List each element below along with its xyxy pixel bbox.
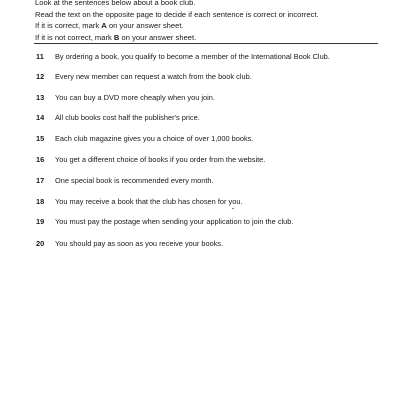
question-item [36, 217, 293, 226]
answer-b-letter: B [113, 32, 120, 42]
question-text: You get a different choice of books if you order from the website. [55, 155, 266, 164]
question-number: 14 [36, 113, 45, 122]
question-text: You may receive a book that the club has chosen for you. [55, 197, 243, 206]
question-item [36, 155, 265, 164]
question-text: By ordering a book, you qualify to become a member of the International Book Club. [55, 52, 330, 61]
instruction-line-4 [35, 32, 375, 44]
question-number: 13 [36, 93, 45, 102]
question-number: 15 [36, 134, 45, 143]
question-number: 18 [36, 197, 45, 206]
question-number: 11 [36, 52, 44, 61]
question-text: You must pay the postage when sending your application to join the club. [55, 217, 294, 226]
question-text: You should pay as soon as you receive your books. [55, 239, 224, 248]
scan-speck [232, 208, 234, 209]
question-number: 20 [36, 239, 45, 248]
question-item [36, 113, 200, 122]
answer-a-letter: A [101, 21, 107, 31]
question-number: 12 [36, 72, 45, 81]
question-text: Every new member can request a watch from the book club. [55, 72, 252, 81]
instruction-line-1: Look at the sentences below about a book club. [35, 0, 196, 7]
instruction-line-3-post: on your answer sheet. [106, 21, 184, 31]
question-item [36, 176, 214, 185]
question-text: You can buy a DVD more cheaply when you join. [55, 93, 215, 102]
instruction-line-2: Read the text on the opposite page to decide if each sentence is correct or incorrect. [35, 9, 319, 19]
question-item [36, 52, 330, 61]
instruction-line-3 [35, 20, 375, 32]
instruction-line-4-pre: If it is not correct, mark [35, 32, 114, 42]
question-item [36, 197, 242, 206]
question-text: One special book is recommended every month. [55, 176, 214, 185]
question-number: 17 [36, 176, 45, 185]
instructions [35, 0, 375, 43]
instruction-line-4-post: on your answer sheet. [119, 32, 197, 42]
instruction-line-3-pre: If it is correct, mark [35, 21, 102, 31]
question-text: Each club magazine gives you a choice of over 1,000 books. [55, 134, 254, 143]
divider-rule [34, 43, 378, 44]
question-item [36, 134, 253, 143]
question-item [36, 93, 215, 102]
question-item [36, 72, 252, 81]
question-number: 19 [36, 217, 45, 226]
question-item [36, 239, 223, 248]
question-text: All club books cost half the publisher's price. [55, 113, 200, 122]
question-number: 16 [36, 155, 45, 164]
